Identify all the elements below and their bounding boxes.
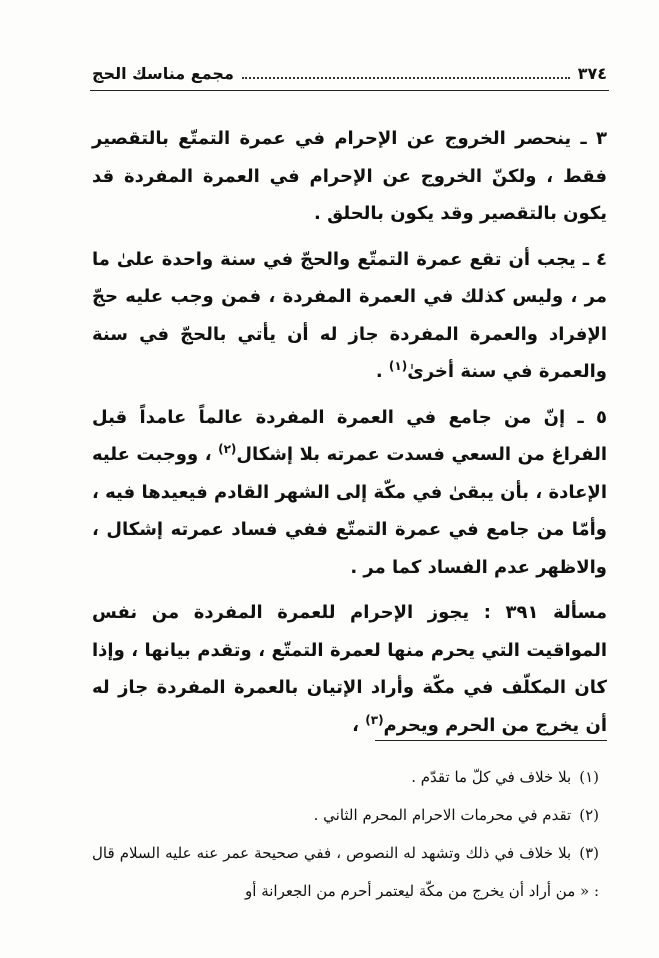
paragraph-5-text-a: ٥ ـ إنّ من جامع في العمرة المفردة عالماً عامداً قبل الفراغ من السعي فسدت عمرته بلا إشكال <box>92 406 607 465</box>
footnote-number: (٢) <box>579 806 599 824</box>
paragraph-3-text: ٣ ـ ينحصر الخروج عن الإحرام في عمرة التمتّع بالتقصير فقط ، ولكنّ الخروج عن الإحرام في العمرة المفردة قد يكون بالتقصير وقد يكون بالحلق . <box>92 128 607 224</box>
main-text <box>92 120 607 752</box>
footnote-2 <box>92 796 599 834</box>
paragraph-5 <box>92 399 607 587</box>
header-leader-dots <box>242 67 570 79</box>
footnote-ref-3: (٣) <box>365 712 384 727</box>
footnote-3 <box>92 834 599 910</box>
footnote-number: (٣) <box>579 844 599 862</box>
footnote-text: بلا خلاف في كلّ ما تقدّم . <box>411 768 572 786</box>
masala-text: يجوز الإحرام للعمرة المفردة من نفس المواقيت التي يحرم منها لعمرة التمتّع ، وتقدم بيانها ، وإذا كان المكلّف في مكّة وأراد الإتيان بالعمرة المفردة جاز له أن يخرج من الحرم ويحرم <box>92 602 607 736</box>
paragraph-3 <box>92 120 607 233</box>
masala-391 <box>92 594 607 744</box>
paragraph-4-text: ٤ ـ يجب أن تقع عمرة التمتّع والحجّ في سنة واحدة علىٰ ما مر ، وليس كذلك في العمرة المفردة ، فمن وجب عليه حجّ الإفراد والعمرة المفردة جاز له أن يأتي بالحجّ في سنة والعمرة في سنة أخرىٰ <box>92 248 607 382</box>
paragraph-4-end: . <box>375 361 389 382</box>
paragraph-5-text-b: ، ووجبت عليه الإعادة ، بأن يبقىٰ في مكّة إلى الشهر القادم فيعيدها فيه ، وأمّا من جامع في عمرة التمتّع ففي فساد عمرته إشكال ، والاظهر عدم الفساد كما مر . <box>92 444 607 578</box>
footnote-text: بلا خلاف في ذلك وتشهد له النصوص ، ففي صحيحة عمر عنه عليه السلام قال : « من أراد أن يخرج من مكّة ليعتمر أحرم من الجعرانة أو <box>92 844 599 900</box>
book-title: مجمع مناسك الحج <box>92 63 234 83</box>
masala-end: ، <box>352 714 366 736</box>
footnote-separator <box>375 740 607 741</box>
footnotes <box>92 758 599 910</box>
footnote-1 <box>92 758 599 796</box>
header-rule <box>90 90 609 91</box>
footnote-ref-2: (٢) <box>218 442 237 456</box>
page-number: ٣٧٤ <box>577 63 607 83</box>
footnote-number: (١) <box>579 768 599 786</box>
footnote-ref-1: (١) <box>388 359 408 373</box>
paragraph-4 <box>92 241 607 391</box>
page-header <box>92 60 607 86</box>
footnote-text: تقدم في محرمات الاحرام المحرم الثاني . <box>313 806 572 824</box>
masala-label: مسألة ٣٩١ : <box>483 602 607 623</box>
